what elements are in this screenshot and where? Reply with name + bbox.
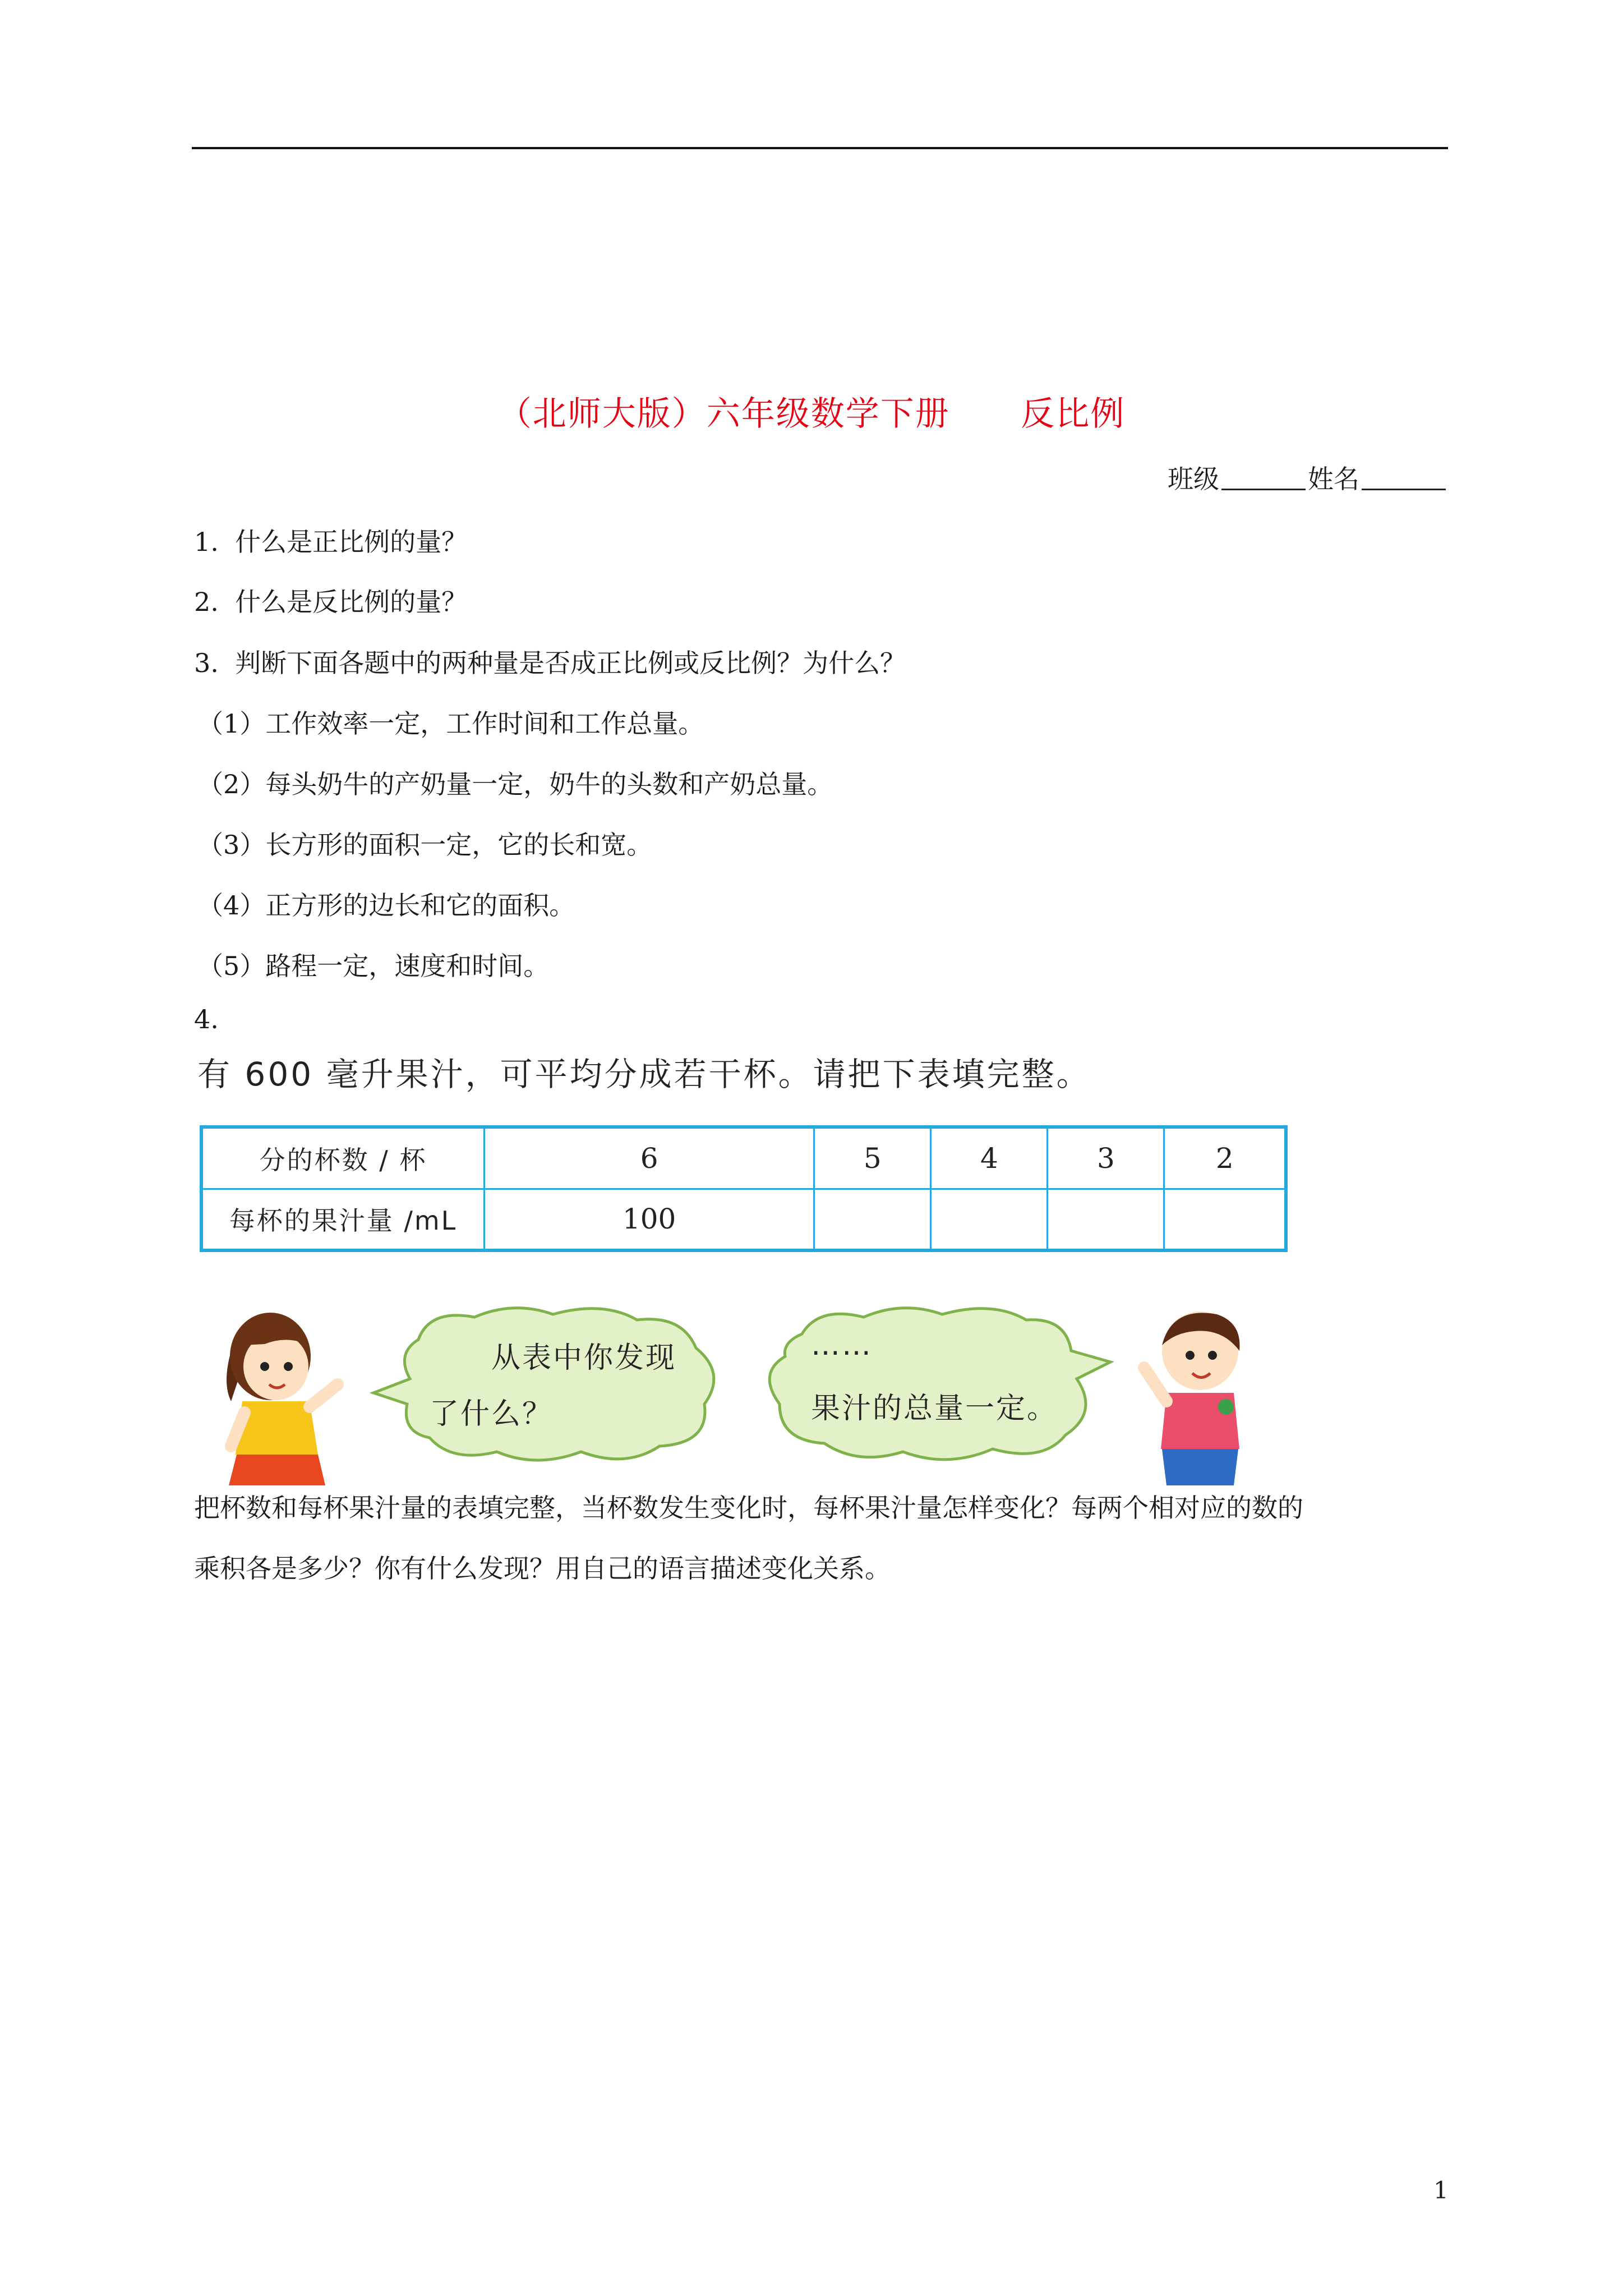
sub-item-2: （2）每头奶牛的产奶量一定，奶牛的头数和产奶总量。 <box>197 769 833 799</box>
sub-item-5: （5）路程一定，速度和时间。 <box>197 951 550 981</box>
instruction-line-1: 把杯数和每杯果汁量的表填完整，当杯数发生变化时，每杯果汁量怎样变化？每两个相对应的数的 <box>194 1493 1303 1523</box>
header-rule <box>192 147 1448 149</box>
name-label: 姓名 <box>1308 464 1359 494</box>
girl-illustration <box>197 1300 366 1485</box>
girl-speech-bubble <box>368 1300 732 1469</box>
girl-bubble-line-2: 了什么？ <box>430 1397 554 1431</box>
table-cell: 5 <box>814 1127 931 1189</box>
table-cell: 100 <box>485 1189 814 1250</box>
sub-item-4: （4）正方形的边长和它的面积。 <box>197 890 575 921</box>
class-name-line <box>1168 459 1448 496</box>
answer-cell[interactable] <box>931 1189 1048 1250</box>
answer-cell[interactable] <box>814 1189 931 1250</box>
juice-table <box>200 1125 1288 1252</box>
question-3: 3. 判断下面各题中的两种量是否成正比例或反比例？为什么？ <box>194 648 906 678</box>
answer-cell[interactable] <box>1048 1189 1164 1250</box>
boy-illustration <box>1122 1300 1267 1485</box>
sub-item-1: （1）工作效率一定，工作时间和工作总量。 <box>197 708 704 739</box>
class-label: 班级 <box>1168 464 1219 494</box>
table-row <box>201 1189 1286 1250</box>
table-cell: 2 <box>1164 1127 1286 1189</box>
boy-bubble-line-1: …… <box>811 1328 873 1362</box>
juice-problem-text: 有 600 毫升果汁，可平均分成若干杯。请把下表填完整。 <box>197 1055 1091 1093</box>
name-blank[interactable] <box>1362 466 1446 490</box>
page-title: （北师大版）六年级数学下册 反比例 <box>497 394 1126 434</box>
table-row <box>201 1127 1286 1189</box>
boy-bubble-line-2: 果汁的总量一定。 <box>811 1392 1058 1425</box>
page-number: 1 <box>1433 2177 1449 2204</box>
class-blank[interactable] <box>1221 466 1306 490</box>
table-cell: 3 <box>1048 1127 1164 1189</box>
table-cell: 6 <box>485 1127 814 1189</box>
question-4-number: 4. <box>194 1004 219 1034</box>
sub-item-3: （3）长方形的面积一定，它的长和宽。 <box>197 830 653 860</box>
question-2: 2. 什么是反比例的量？ <box>194 587 468 617</box>
girl-bubble-line-1: 从表中你发现 <box>491 1341 677 1375</box>
row-header-juice: 每杯的果汁量 /mL <box>201 1189 485 1250</box>
instruction-line-2: 乘积各是多少？你有什么发现？用自己的语言描述变化关系。 <box>194 1553 891 1584</box>
row-header-cups: 分的杯数 / 杯 <box>201 1127 485 1189</box>
table-cell: 4 <box>931 1127 1048 1189</box>
question-1: 1. 什么是正比例的量？ <box>194 527 468 557</box>
answer-cell[interactable] <box>1164 1189 1286 1250</box>
